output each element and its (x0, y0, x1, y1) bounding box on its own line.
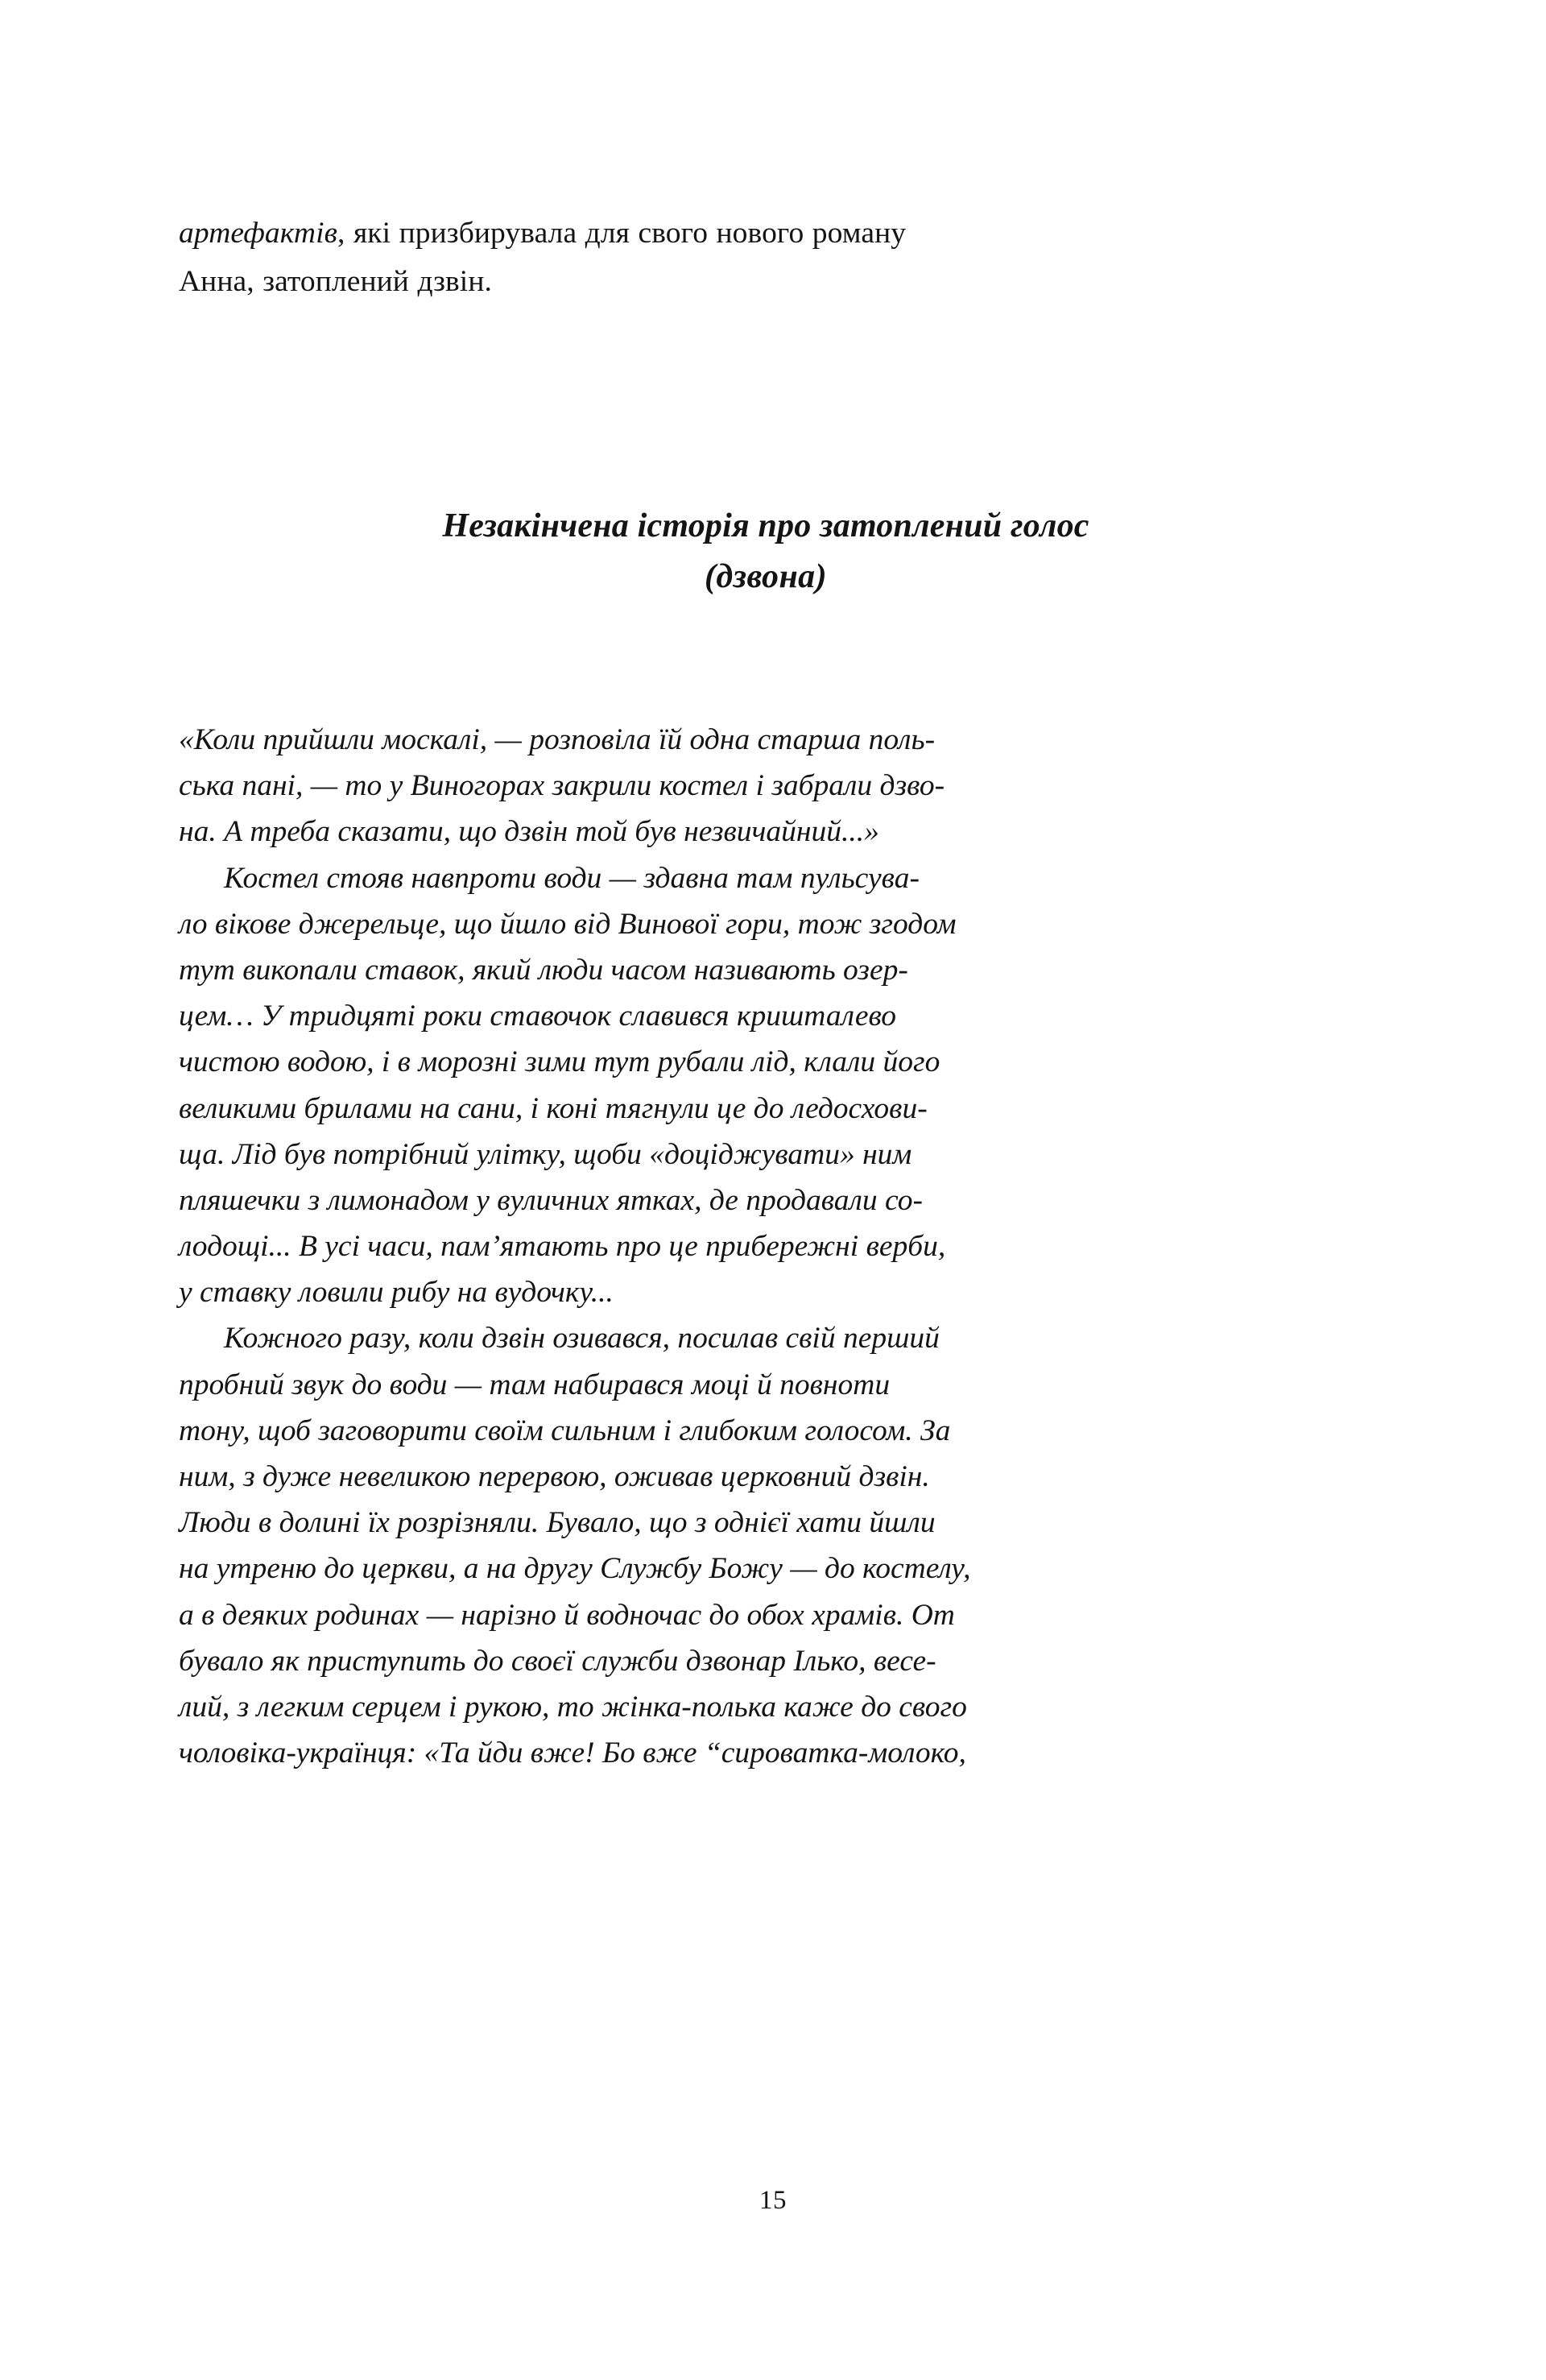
body-line (179, 1638, 1353, 1684)
body-line (179, 717, 1353, 763)
body-line-text: лодощі... В усі часи, пам’ятають про це прибережні верби, (179, 1230, 946, 1264)
body-line-text: тону, щоб заговорити своїм сильним і глибоким голосом. За (179, 1414, 951, 1447)
section-heading-line1: Незакінчена історія про затоплений голос (442, 507, 1089, 544)
body-line-text: чистою водою, і в морозні зими тут рубали лід, клали його (179, 1045, 940, 1079)
body-line-text: ло вікове джерельце, що йшло від Винової гори, тож згодом (179, 907, 957, 941)
body-line (179, 1730, 1353, 1776)
body-line-text: великими брилами на сани, і коні тягнули це до ледосхови- (179, 1091, 928, 1125)
body-line-text: тут викопали ставок, який люди часом називають озер- (179, 953, 908, 987)
body-line-text: Люди в долині їх розрізняли. Бувало, що з однієї хати йшли (179, 1506, 936, 1540)
body-line-text: у ставку ловили рибу на вудочку... (179, 1276, 614, 1310)
body-line (179, 1454, 1353, 1500)
body-line-text: ща. Лід був потрібний улітку, щоби «доціджувати» ним (179, 1137, 912, 1171)
body-line (179, 1315, 1353, 1361)
carryover-italic-lead: артефактів (179, 216, 337, 250)
body-line-text: Костел стояв навпроти води — здавна там пульсува- (224, 861, 920, 895)
body-line (179, 947, 1353, 993)
body-line (179, 1178, 1353, 1223)
body-line-text: чоловіка-українця: «Та йди вже! Бо вже “сироватка-молоко, (179, 1736, 966, 1770)
body-line-text: «Коли прийшли москалі, — розповіла їй одна старша поль- (179, 723, 936, 756)
body-line (179, 1223, 1353, 1269)
body-line-text: пробний звук до води — там набирався моці й повноти (179, 1368, 891, 1401)
body-line (179, 901, 1353, 947)
section-heading-line2: (дзвона) (705, 557, 827, 595)
body-line-text: ська пані, — то у Виногорах закрили костел і забрали дзво- (179, 769, 945, 803)
body-line-text: пляшечки з лимонадом у вуличних ятках, де продавали со- (179, 1183, 923, 1217)
body-line (179, 809, 1353, 855)
body-line (179, 855, 1353, 901)
section-heading (179, 501, 1353, 602)
body-line-text: а в деяких родинах — нарізно й водночас до обох храмів. От (179, 1598, 955, 1632)
body-line (179, 1086, 1353, 1132)
body-line (179, 1362, 1353, 1408)
body-text (179, 717, 1353, 1776)
body-line-text: на утреню до церкви, а на другу Службу Божу — до костелу, (179, 1552, 971, 1586)
body-line-text: на. А треба сказати, що дзвін той був незвичайний...» (179, 815, 879, 849)
body-line (179, 1546, 1353, 1591)
body-line-text: Кожного разу, коли дзвін озивався, посилав свій перший (224, 1322, 940, 1356)
body-line (179, 1684, 1353, 1730)
carryover-paragraph (179, 209, 1353, 306)
body-line (179, 1592, 1353, 1638)
body-line-text: ним, з дуже невеликою перервою, оживав церковний дзвін. (179, 1460, 930, 1493)
body-line (179, 1500, 1353, 1546)
body-line (179, 763, 1353, 809)
body-line-text: лий, з легким серцем і рукою, то жінка-полька каже до свого (179, 1690, 967, 1724)
body-line-text: цем… У тридцяті роки ставочок славився кришталево (179, 1000, 897, 1033)
carryover-line2: Анна, затоплений дзвін. (179, 264, 492, 298)
body-line (179, 1132, 1353, 1178)
body-line (179, 993, 1353, 1039)
body-line (179, 1269, 1353, 1315)
page-number: 15 (759, 2186, 787, 2215)
carryover-line1-rest: , які призбирувала для свого нового роману (337, 216, 907, 250)
body-line (179, 1408, 1353, 1454)
body-line (179, 1039, 1353, 1085)
body-line-text: бувало як приступить до своєї служби дзвонар Ілько, весе- (179, 1644, 936, 1678)
